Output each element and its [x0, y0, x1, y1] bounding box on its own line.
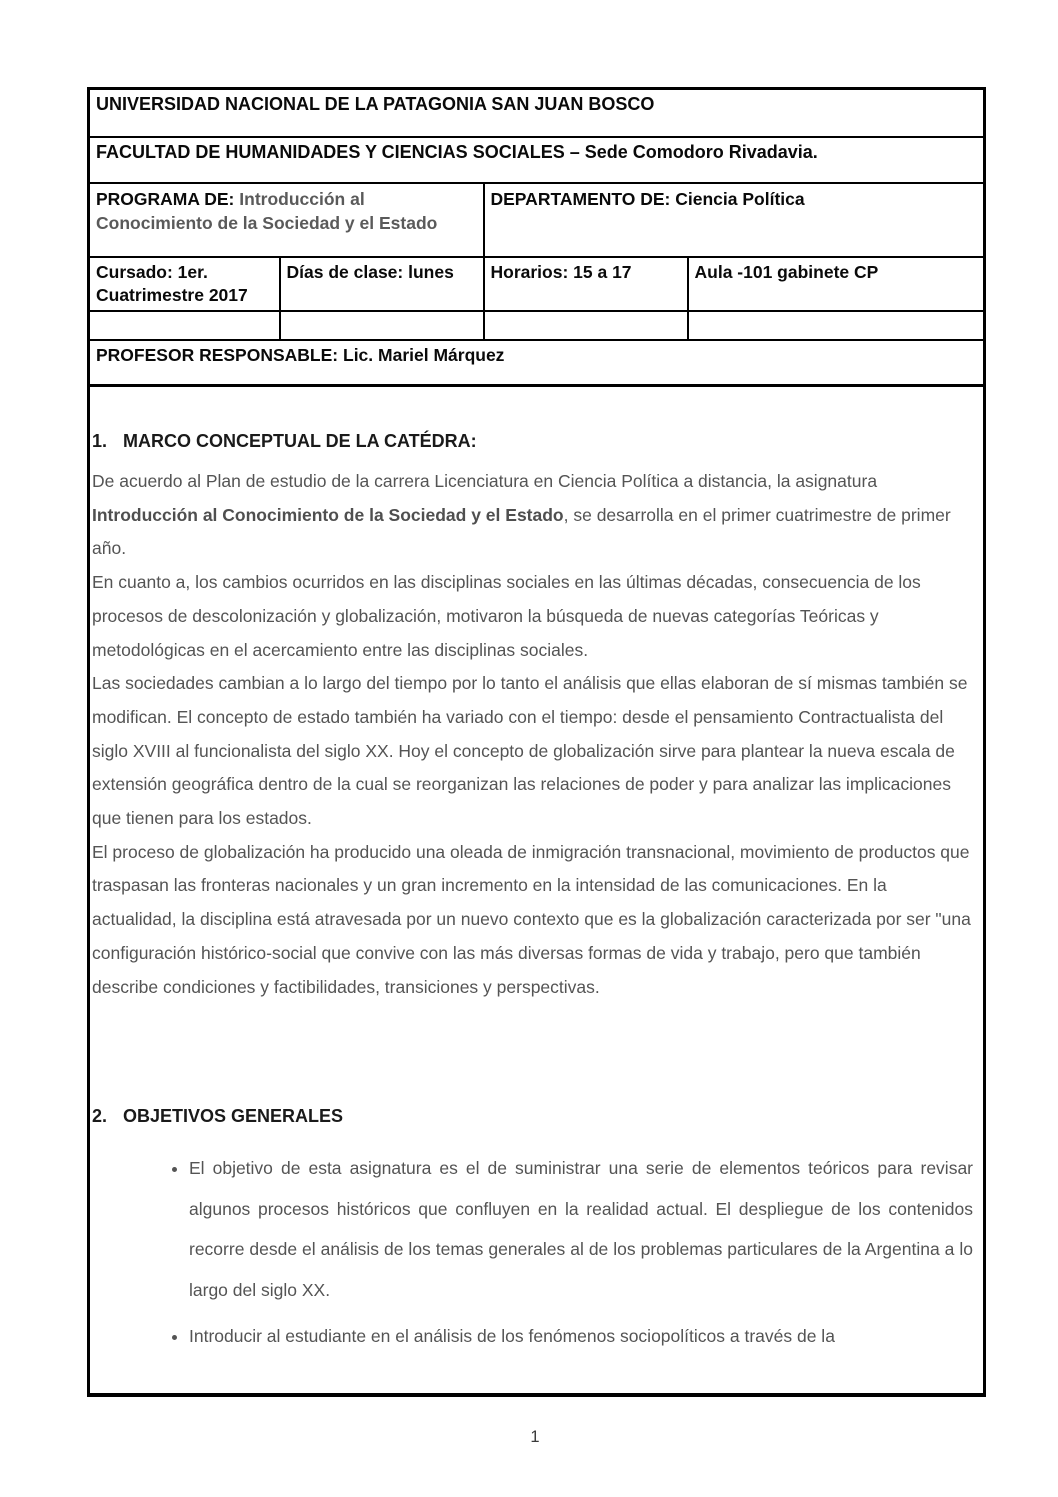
departamento-cell — [484, 183, 985, 257]
horarios-cell: Horarios: 15 a 17 — [484, 257, 688, 311]
section-2-heading — [92, 1104, 973, 1128]
departamento-label: DEPARTAMENTO DE: — [490, 189, 671, 209]
section-1-paragraphs — [92, 465, 973, 1004]
page-number: 1 — [530, 1428, 540, 1446]
section-1-heading — [92, 429, 973, 453]
objectives-list-1 — [92, 1148, 973, 1310]
paragraph-4: El proceso de globalización ha producido una oleada de inmigración transnacional, movimiento de productos que traspasan las fronteras nacionales y un gran incremento en la intensidad de las comunicaciones. En la actualidad, la disciplina está atravesada por un nuevo contexto que es la globalización caracterizada por ser "una configuración histórico-social que convive con las más diversas formas de vida y trabajo, pero que también describe condiciones y factibilidades, transiciones y perspectivas. — [92, 841, 971, 997]
objectives-list-2 — [92, 1316, 973, 1357]
aula-cell: Aula -101 gabinete CP — [688, 257, 985, 311]
document-body-cell — [89, 386, 985, 1396]
departamento-value: Ciencia Política — [675, 189, 805, 209]
syllabus-table — [87, 87, 986, 1397]
paragraph-1-start: De acuerdo al Plan de estudio de la carrera Licenciatura en Ciencia Política a distancia, la asignatura — [92, 471, 878, 491]
profesor-label: PROFESOR RESPONSABLE: — [96, 345, 339, 365]
university-title-cell — [89, 89, 985, 138]
faculty-title-cell — [89, 137, 985, 183]
paragraph-3: Las sociedades cambian a lo largo del tiempo por lo tanto el análisis que ellas elaboran de sí mismas también se modifican. El concepto de estado también ha variado con el tiempo: desde el pensamiento Contractualista del siglo XVIII al funcionalista del siglo XX. Hoy el concepto de globalización sirve para plantear la nueva escala de extensión geográfica dentro de la cual se reorganizan las relaciones de poder y para analizar las implicaciones que tienen para los estados. — [92, 673, 968, 829]
empty-cell — [89, 311, 280, 340]
dias-de-clase-cell: Días de clase: lunes — [280, 257, 484, 311]
section-2-title: OBJETIVOS GENERALES — [123, 1106, 344, 1127]
programa-label: PROGRAMA DE: — [96, 189, 235, 209]
empty-cell — [280, 311, 484, 340]
objective-bullet-2: • Introducir al estudiante en el análisis de los fenómenos sociopolíticos a través de la — [189, 1316, 973, 1357]
paragraph-2: En cuanto a, los cambios ocurridos en las disciplinas sociales en las últimas décadas, consecuencia de los procesos de descolonización y globalización, motivaron la búsqueda de nuevas categorías Teóricas y metodológicas en el acercamiento entre las disciplinas sociales. — [92, 572, 921, 660]
empty-cell — [484, 311, 688, 340]
paragraph-1 — [92, 465, 973, 566]
cursado-cell: Cursado: 1er. Cuatrimestre 2017 — [89, 257, 280, 311]
section-1-title: MARCO CONCEPTUAL DE LA CATÉDRA: — [123, 431, 477, 451]
programa-value: Introducción al Conocimiento de la Sociedad y el Estado — [96, 189, 438, 233]
objective-bullet-1: • El objetivo de esta asignatura es el de suministrar una serie de elementos teóricos para revisar algunos procesos históricos que confluyen en la realidad actual. El despliegue de los contenidos recorre desde el análisis de los temas generales al de los problemas particulares de la Argentina a lo largo del siglo XX. — [189, 1148, 973, 1310]
profesor-cell — [89, 340, 985, 386]
paragraph-1-bold-course-name: Introducción al Conocimiento de la Sociedad y el Estado — [92, 504, 564, 525]
profesor-value: Lic. Mariel Márquez — [343, 345, 505, 365]
section-2-number: 2. — [92, 1106, 108, 1127]
paragraph-1-end: , se desarrolla en el primer cuatrimestre de primer año. — [92, 504, 951, 559]
section-1-number: 1. — [92, 431, 108, 451]
university-title: UNIVERSIDAD NACIONAL DE LA PATAGONIA SAN JUAN BOSCO — [96, 94, 655, 114]
programa-cell — [89, 183, 484, 257]
document-body — [92, 387, 973, 1393]
empty-cell — [688, 311, 985, 340]
faculty-title: FACULTAD DE HUMANIDADES Y CIENCIAS SOCIALES – Sede Comodoro Rivadavia. — [96, 142, 818, 162]
